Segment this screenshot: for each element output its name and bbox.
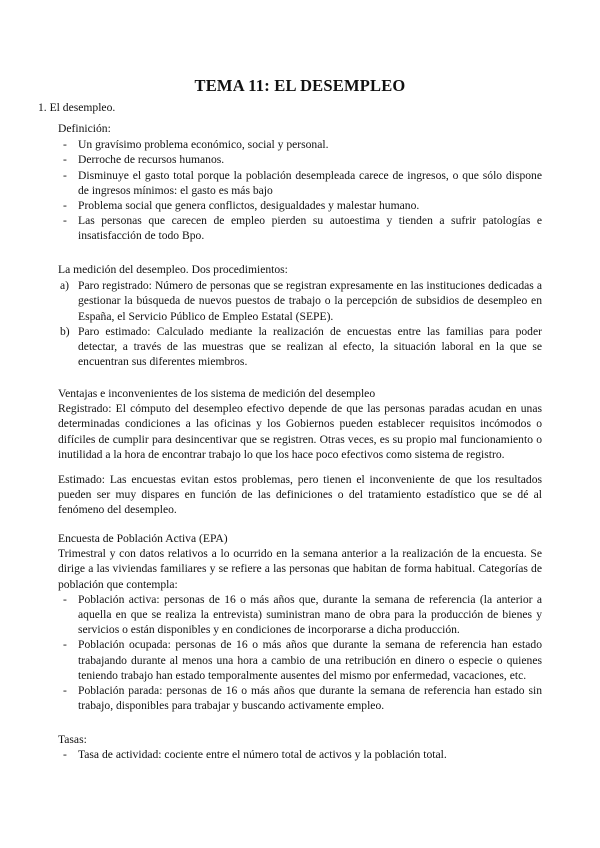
list-item: - Un gravísimo problema económico, social y personal. [58,137,542,152]
definicion-list [58,137,542,243]
epa-list [58,592,542,714]
list-item: - Disminuye el gasto total porque la población desempleada carece de ingresos, o que sólo dispone de ingresos mínimos: el gasto es más bajo [58,168,542,198]
estimado-paragraph: Estimado: Las encuestas evitan estos problemas, pero tienen el inconveniente de que los resultados pueden ser muy dispares en función de las definiciones o del tratamiento estadístico que se dé al fenómeno del desempleo. [58,473,542,517]
medicion-list [58,278,542,369]
list-item: - Derroche de recursos humanos. [58,152,542,167]
list-marker: b) [60,324,70,338]
list-item [58,324,542,370]
list-item-text: Paro estimado: Calculado mediante la realización de encuestas entre las familias para poder detectar, a través de las muestras que se realizan al efecto, la situación laboral en la que se encuentran sus diferentes miembros. [78,324,542,369]
ventajas-heading: Ventajas e inconvenientes de los sistema de medición del desempleo [58,387,376,400]
epa-block [58,531,542,713]
list-item: - Problema social que genera conflictos, desigualdades y malestar humano. [58,198,542,213]
ventajas-block [58,386,542,518]
registrado-paragraph: Registrado: El cómputo del desempleo efectivo depende de que las personas paradas acudan en unas determinadas condiciones a las oficinas y los Gobiernos pueden establecer requisitos incómodos o difíciles de cumplir para desincentivar que se registren. Otras veces, es su propio mal funcionamiento o inutilidad a la hora de encontrar trabajo lo que los hace poco efectivos como sistema de registro. [58,402,542,461]
list-item: - Población ocupada: personas de 16 o más años que durante la semana de referencia han estado trabajando durante al menos una hora a cambio de una retribución en dinero o especie o quienes teniendo trabajo han estado temporalmente ausentes del mismo por enfermedad, vacaciones, etc. [58,637,542,683]
list-item: - Población parada: personas de 16 o más años que durante la semana de referencia han estado sin trabajo, disponibles para trabajar y buscando activamente empleo. [58,683,542,713]
list-item: - Tasa de actividad: cociente entre el número total de activos y la población total. [58,747,542,762]
page-title: TEMA 11: EL DESEMPLEO [194,76,406,95]
definicion-block [58,121,542,244]
list-item: - Población activa: personas de 16 o más años que, durante la semana de referencia (la anterior a aquella en que se realiza la entrevista) suministran mano de obra para la producción de bienes y servicios o están disponibles y en condiciones de incorporarse a dicha producción. [58,592,542,638]
list-marker: a) [60,279,70,293]
tasas-list [58,747,542,762]
list-item [58,278,542,324]
definicion-label: Definición: [58,122,111,135]
epa-intro: Trimestral y con datos relativos a lo ocurrido en la semana anterior a la realización de la encuesta. Se dirige a las viviendas familiares y se refiere a las personas que habitan de forma habitual. Categorías de población que contempla: [58,547,542,591]
section-heading: 1. El desempleo. [38,101,116,114]
list-item: - Las personas que carecen de empleo pierden su autoestima y tienden a sufrir patologías e insatisfacción de todo Bpo. [58,213,542,243]
tasas-block [58,732,542,762]
medicion-block [58,262,542,369]
list-item-text: Paro registrado: Número de personas que se registran expresamente en las instituciones dedicadas a gestionar la búsqueda de nuevos puestos de trabajo o la percepción de subsidios de desempleo en España, el Servicio Público de Empleo Estatal (SEPE). [78,279,542,323]
medicion-heading: La medición del desempleo. Dos procedimientos: [58,263,288,276]
epa-heading: Encuesta de Población Activa (EPA) [58,532,228,545]
tasas-label: Tasas: [58,733,87,746]
